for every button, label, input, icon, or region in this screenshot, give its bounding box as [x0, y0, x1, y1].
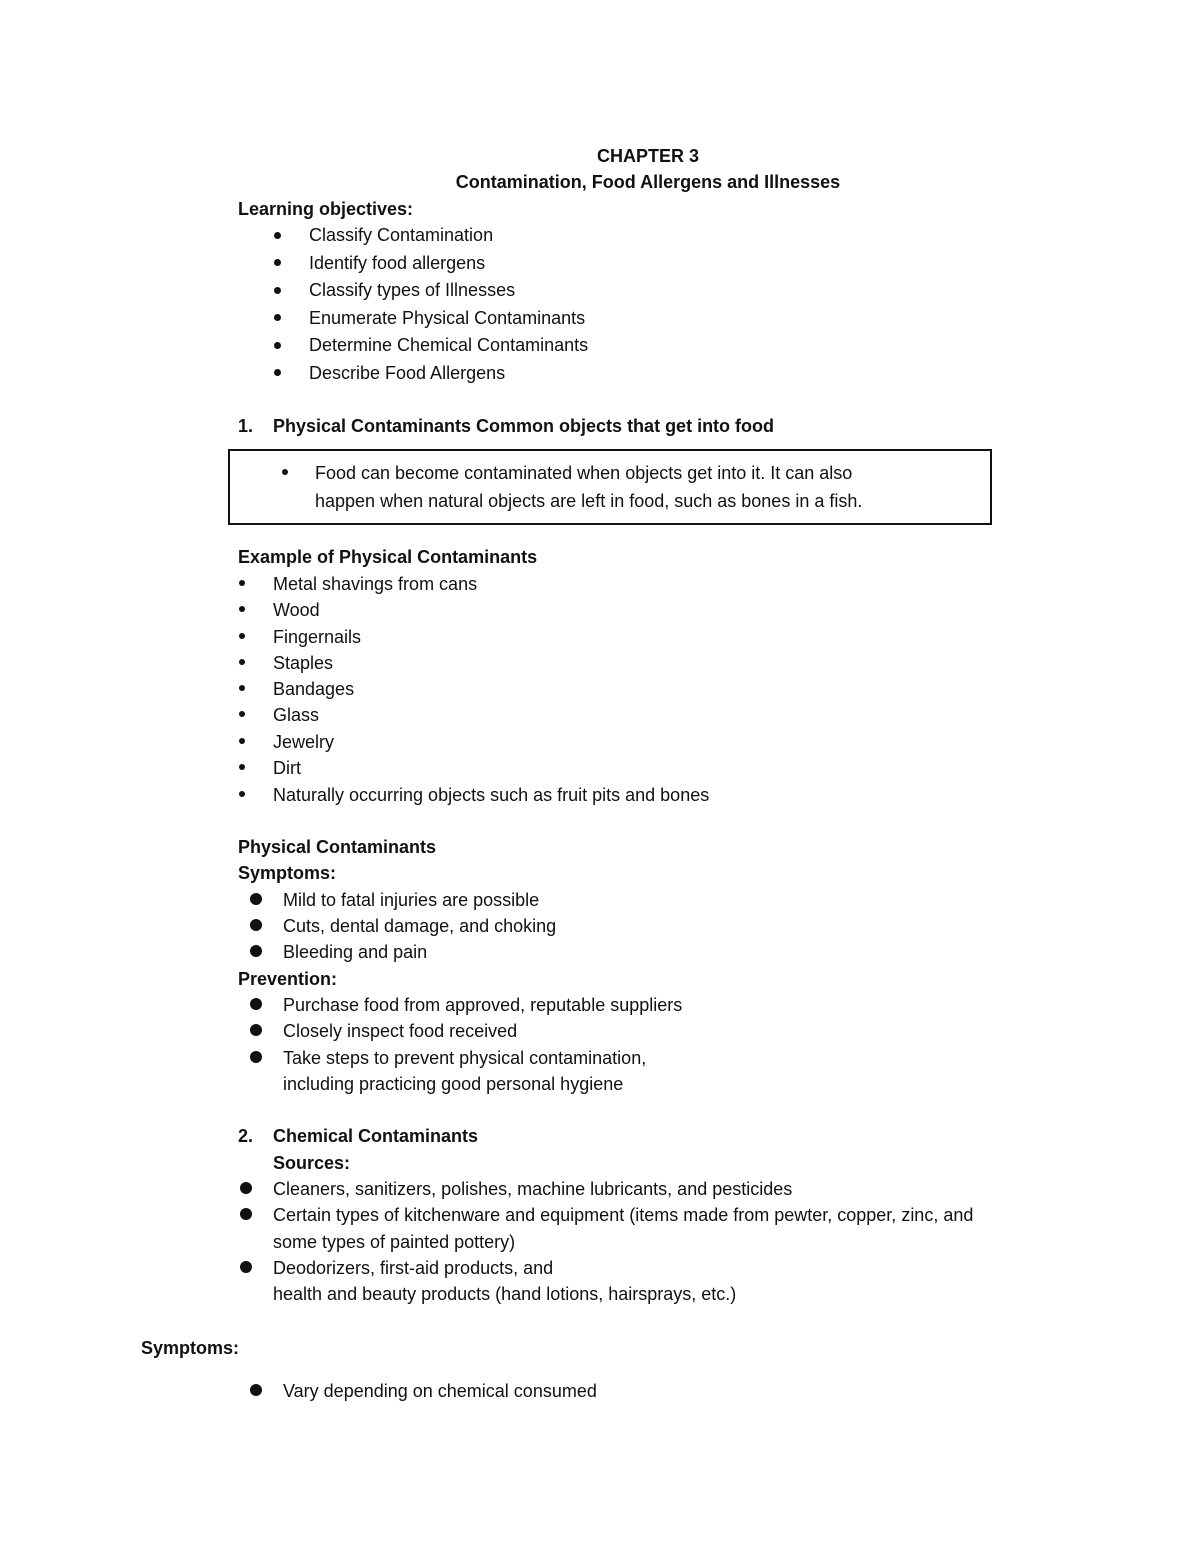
physical-heading: Physical Contaminants — [238, 837, 437, 857]
section-2-number: 2. — [238, 1126, 254, 1146]
bullet-icon — [239, 685, 245, 691]
physical-symptoms-heading: Symptoms: — [238, 863, 337, 883]
bullet-icon — [250, 919, 262, 931]
list-item-continuation: health and beauty products (hand lotions, hairsprays, etc.) — [273, 1284, 737, 1304]
bullet-icon — [239, 580, 245, 586]
bullet-icon — [240, 1208, 252, 1220]
document-title: Contamination, Food Allergens and Illnesses — [455, 172, 841, 192]
list-item-continuation: including practicing good personal hygiene — [283, 1074, 624, 1094]
bullet-icon — [250, 1024, 262, 1036]
bullet-icon — [282, 469, 288, 475]
bullet-icon — [239, 764, 245, 770]
bullet-icon — [239, 659, 245, 665]
bullet-icon — [274, 342, 281, 349]
bullet-icon — [239, 738, 245, 744]
bullet-icon — [239, 791, 245, 797]
chapter-label: CHAPTER 3 — [596, 146, 699, 166]
bullet-icon — [274, 314, 281, 321]
section-1-number: 1. — [238, 416, 254, 436]
bullet-icon — [250, 998, 262, 1010]
prevention-heading: Prevention: — [238, 969, 338, 989]
objectives-heading: Learning objectives: — [238, 199, 414, 219]
bullet-icon — [250, 1384, 262, 1396]
bullet-icon — [274, 369, 281, 376]
bullet-icon — [240, 1182, 252, 1194]
definition-line-1: Food can become contaminated when objects get into it. It can also — [315, 463, 853, 483]
examples-heading: Example of Physical Contaminants — [238, 547, 538, 567]
sources-heading: Sources: — [273, 1153, 351, 1173]
bullet-icon — [250, 1051, 262, 1063]
bullet-icon — [274, 287, 281, 294]
section-2-heading: Chemical Contaminants — [273, 1126, 479, 1146]
section-1-heading: Physical Contaminants Common objects that get into food — [273, 416, 775, 436]
bullet-icon — [239, 633, 245, 639]
bullet-icon — [274, 232, 281, 239]
chemical-symptoms-heading: Symptoms: — [141, 1338, 240, 1358]
list-item-continuation: some types of painted pottery) — [273, 1232, 516, 1252]
bullet-icon — [239, 606, 245, 612]
bullet-icon — [240, 1261, 252, 1273]
definition-line-2: happen when natural objects are left in food, such as bones in a fish. — [315, 491, 863, 511]
bullet-icon — [250, 945, 262, 957]
bullet-icon — [250, 893, 262, 905]
definition-box — [228, 449, 992, 525]
bullet-icon — [274, 259, 281, 266]
bullet-icon — [239, 711, 245, 717]
